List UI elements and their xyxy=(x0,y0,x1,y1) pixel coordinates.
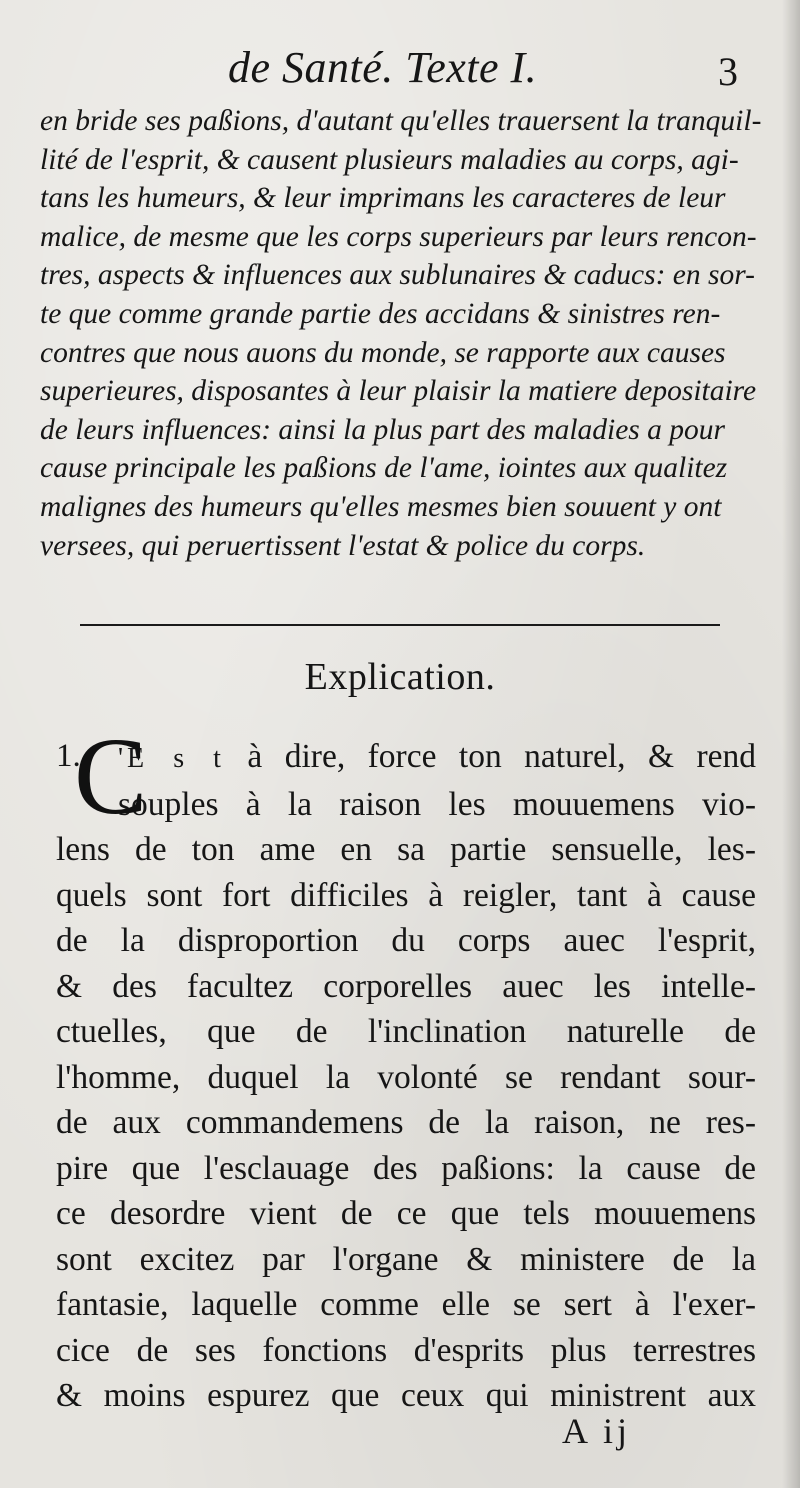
text-line: de leurs influences: ainsi la plus part des maladies a pour xyxy=(40,413,726,446)
text-line: quels sont fort difficiles à reigler, tant à cause xyxy=(56,876,756,914)
paragraph-number: 1. xyxy=(56,738,81,774)
text-line: cause principale les paßions de l'ame, iointes aux qualitez xyxy=(40,452,728,485)
text-line: contres que nous auons du monde, se rapporte aux causes xyxy=(40,336,726,369)
drop-cap: C xyxy=(74,715,148,837)
text-line: souples à la raison les mouuemens vio- xyxy=(118,785,756,823)
page-edge-shadow xyxy=(782,0,800,1488)
text-line: tres, aspects & influences aux sublunaires & caducs: en sor- xyxy=(40,259,755,292)
text-line: pire que l'esclauage des paßions: la cause de xyxy=(56,1149,756,1187)
text-line: cice de ses fonctions d'esprits plus terrestres xyxy=(56,1331,756,1369)
text-line: ctuelles, que de l'inclination naturelle de xyxy=(56,1013,756,1050)
explanation-paragraph xyxy=(56,715,756,1419)
text-line: lité de l'esprit, & causent plusieurs maladies au corps, agi- xyxy=(40,143,739,176)
text-line: de aux commandemens de la raison, ne res- xyxy=(56,1104,756,1141)
text-line: lens de ton ame en sa partie sensuelle, les- xyxy=(56,831,756,868)
first-line-rest: à dire, force ton naturel, & rend xyxy=(247,738,756,775)
text-line: te que comme grande partie des accidans & sinistres ren- xyxy=(40,297,721,330)
text-line: & moins espurez que ceux qui ministrent aux xyxy=(56,1377,756,1414)
running-head: de Santé. Texte I. xyxy=(228,43,538,92)
text-line: tans les humeurs, & leur imprimans les caracteres de leur xyxy=(40,182,726,215)
text-line: en bride ses paßions, d'autant qu'elles trauersent la tranquil- xyxy=(40,105,762,137)
text-line: fantasie, laquelle comme elle se sert à l'exer- xyxy=(56,1286,756,1323)
text-line: & des facultez corporelles auec les intelle- xyxy=(56,967,756,1005)
text-line: malice, de mesme que les corps superieurs par leurs rencon- xyxy=(40,220,757,253)
page-header xyxy=(0,38,800,98)
first-word-caps: 'E s t xyxy=(118,743,225,774)
italic-text-block xyxy=(40,102,762,565)
text-line: l'homme, duquel la volonté se rendant sour- xyxy=(56,1058,756,1096)
page-number: 3 xyxy=(718,49,738,94)
text-line: superieures, disposantes à leur plaisir la matiere depositaire xyxy=(40,375,757,408)
text-line: malignes des humeurs qu'elles mesmes bien souuent y ont xyxy=(40,490,722,523)
text-line: versees, qui peruertissent l'estat & police du corps. xyxy=(40,529,646,562)
text-line: sont excitez par l'organe & ministere de la xyxy=(56,1240,756,1278)
section-heading: Explication. xyxy=(304,656,496,698)
text-line: de la disproportion du corps auec l'esprit, xyxy=(56,922,756,959)
horizontal-rule xyxy=(80,624,720,626)
signature-mark: A ij xyxy=(562,1411,632,1451)
text-line: ce desordre vient de ce que tels mouuemens xyxy=(56,1195,756,1232)
text-line xyxy=(56,734,756,782)
